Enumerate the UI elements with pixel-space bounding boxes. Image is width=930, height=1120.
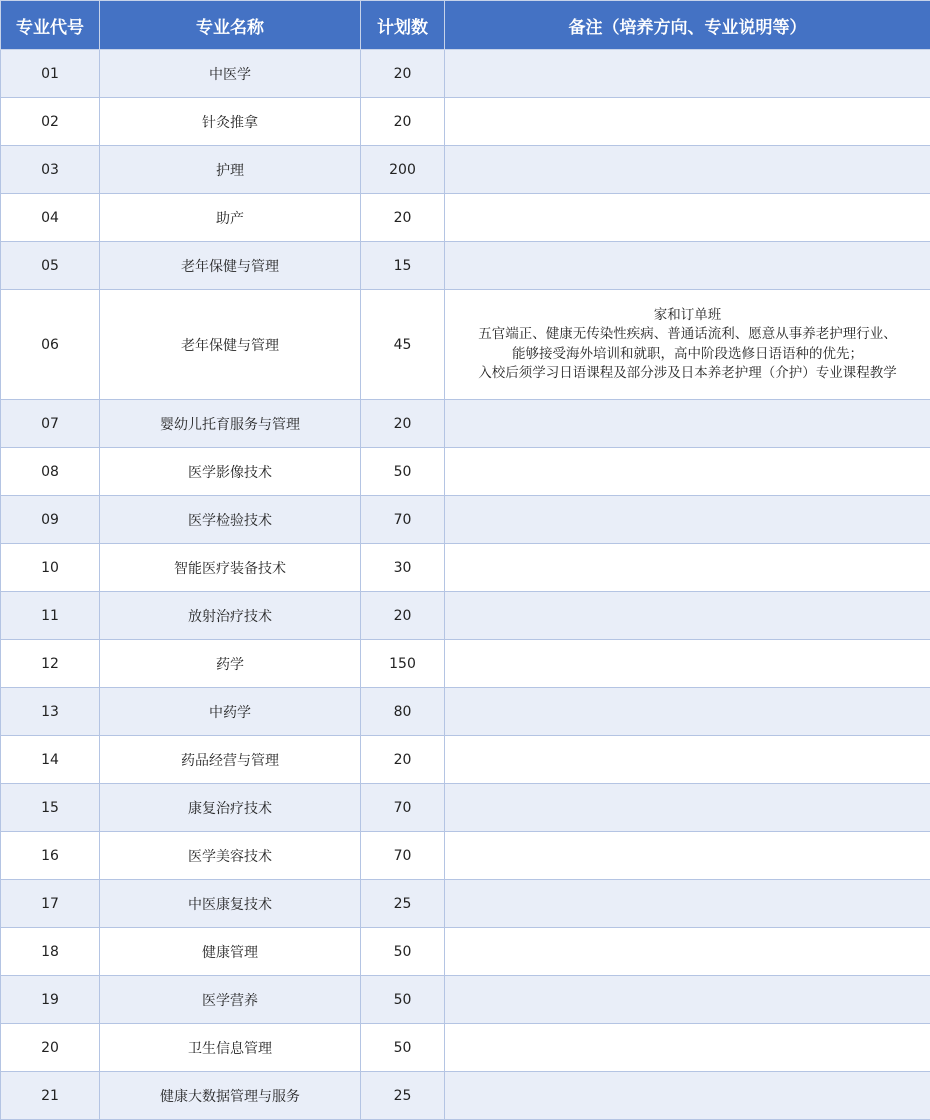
major-name-cell: 医学影像技术 [100,448,361,496]
major-name-cell: 健康大数据管理与服务 [100,1072,361,1120]
major-code-cell: 18 [1,928,100,976]
major-name-cell: 中医学 [100,50,361,98]
table-row [1,242,930,290]
major-name-cell: 医学美容技术 [100,832,361,880]
plan-count-cell: 20 [361,98,445,146]
plan-count-cell: 80 [361,688,445,736]
plan-count-cell: 30 [361,544,445,592]
plan-count-cell: 15 [361,242,445,290]
table-row [1,688,930,736]
plan-count-cell: 50 [361,976,445,1024]
major-name-cell: 针灸推拿 [100,98,361,146]
major-code-cell: 14 [1,736,100,784]
table-row [1,784,930,832]
plan-count-cell: 70 [361,496,445,544]
remarks-cell [445,448,930,496]
major-code-cell: 11 [1,592,100,640]
table-body [1,50,930,1120]
major-name-cell: 药学 [100,640,361,688]
table-row [1,146,930,194]
major-code-cell: 16 [1,832,100,880]
plan-count-cell: 50 [361,928,445,976]
plan-count-cell: 150 [361,640,445,688]
major-code-cell: 20 [1,1024,100,1072]
table-row [1,832,930,880]
remarks-line: 入校后须学习日语课程及部分涉及日本养老护理（介护）专业课程教学 [445,364,930,384]
table-row [1,736,930,784]
plan-count-cell: 20 [361,736,445,784]
major-code-cell: 09 [1,496,100,544]
major-name-cell: 护理 [100,146,361,194]
remarks-cell [445,592,930,640]
major-name-cell: 药品经营与管理 [100,736,361,784]
remarks-cell [445,640,930,688]
remarks-cell [445,496,930,544]
plan-count-cell: 70 [361,832,445,880]
remarks-cell [445,194,930,242]
major-name-cell: 中药学 [100,688,361,736]
table-row [1,194,930,242]
table-row [1,976,930,1024]
plan-count-cell: 20 [361,592,445,640]
header-major-name: 专业名称 [100,1,361,50]
remarks-cell [445,928,930,976]
major-code-cell: 06 [1,290,100,400]
major-name-cell: 医学检验技术 [100,496,361,544]
major-code-cell: 02 [1,98,100,146]
major-name-cell: 助产 [100,194,361,242]
remarks-cell [445,1024,930,1072]
header-plan-count: 计划数 [361,1,445,50]
remarks-line: 能够接受海外培训和就职，高中阶段选修日语语种的优先； [445,345,930,365]
major-code-cell: 05 [1,242,100,290]
major-code-cell: 17 [1,880,100,928]
remarks-cell [445,1072,930,1120]
major-name-cell: 老年保健与管理 [100,290,361,400]
major-name-cell: 健康管理 [100,928,361,976]
plan-count-cell: 20 [361,400,445,448]
table-row [1,290,930,400]
major-code-cell: 12 [1,640,100,688]
major-code-cell: 21 [1,1072,100,1120]
plan-count-cell: 20 [361,50,445,98]
major-code-cell: 01 [1,50,100,98]
major-code-cell: 08 [1,448,100,496]
remarks-cell [445,50,930,98]
remarks-line: 家和订单班 [445,306,930,326]
major-name-cell: 智能医疗装备技术 [100,544,361,592]
remarks-line: 五官端正、健康无传染性疾病、普通话流利、愿意从事养老护理行业、 [445,325,930,345]
plan-count-cell: 70 [361,784,445,832]
major-code-cell: 03 [1,146,100,194]
table-row [1,640,930,688]
table-row [1,1024,930,1072]
table-row [1,880,930,928]
table-row [1,592,930,640]
plan-count-cell: 45 [361,290,445,400]
table-row [1,50,930,98]
major-code-cell: 04 [1,194,100,242]
table-header [1,1,930,50]
remarks-cell [445,146,930,194]
major-name-cell: 放射治疗技术 [100,592,361,640]
table-row [1,98,930,146]
table-row [1,544,930,592]
table-row [1,928,930,976]
table-row [1,1072,930,1120]
remarks-cell [445,736,930,784]
plan-count-cell: 20 [361,194,445,242]
table-row [1,400,930,448]
remarks-cell [445,242,930,290]
table-row [1,496,930,544]
major-name-cell: 康复治疗技术 [100,784,361,832]
major-name-cell: 中医康复技术 [100,880,361,928]
header-remarks: 备注（培养方向、专业说明等） [445,1,930,50]
plan-count-cell: 50 [361,1024,445,1072]
major-name-cell: 医学营养 [100,976,361,1024]
header-major-code: 专业代号 [1,1,100,50]
remarks-cell [445,400,930,448]
remarks-cell [445,832,930,880]
major-code-cell: 10 [1,544,100,592]
plan-count-cell: 25 [361,880,445,928]
remarks-cell [445,544,930,592]
remarks-cell [445,98,930,146]
remarks-cell [445,688,930,736]
major-name-cell: 老年保健与管理 [100,242,361,290]
remarks-cell [445,880,930,928]
table-row [1,448,930,496]
header-row [1,1,930,50]
plan-count-cell: 50 [361,448,445,496]
major-code-cell: 19 [1,976,100,1024]
plan-count-cell: 200 [361,146,445,194]
remarks-cell [445,784,930,832]
plan-count-cell: 25 [361,1072,445,1120]
major-code-cell: 07 [1,400,100,448]
major-code-cell: 15 [1,784,100,832]
remarks-cell [445,290,930,400]
remarks-cell [445,976,930,1024]
major-name-cell: 卫生信息管理 [100,1024,361,1072]
major-name-cell: 婴幼儿托育服务与管理 [100,400,361,448]
major-code-cell: 13 [1,688,100,736]
